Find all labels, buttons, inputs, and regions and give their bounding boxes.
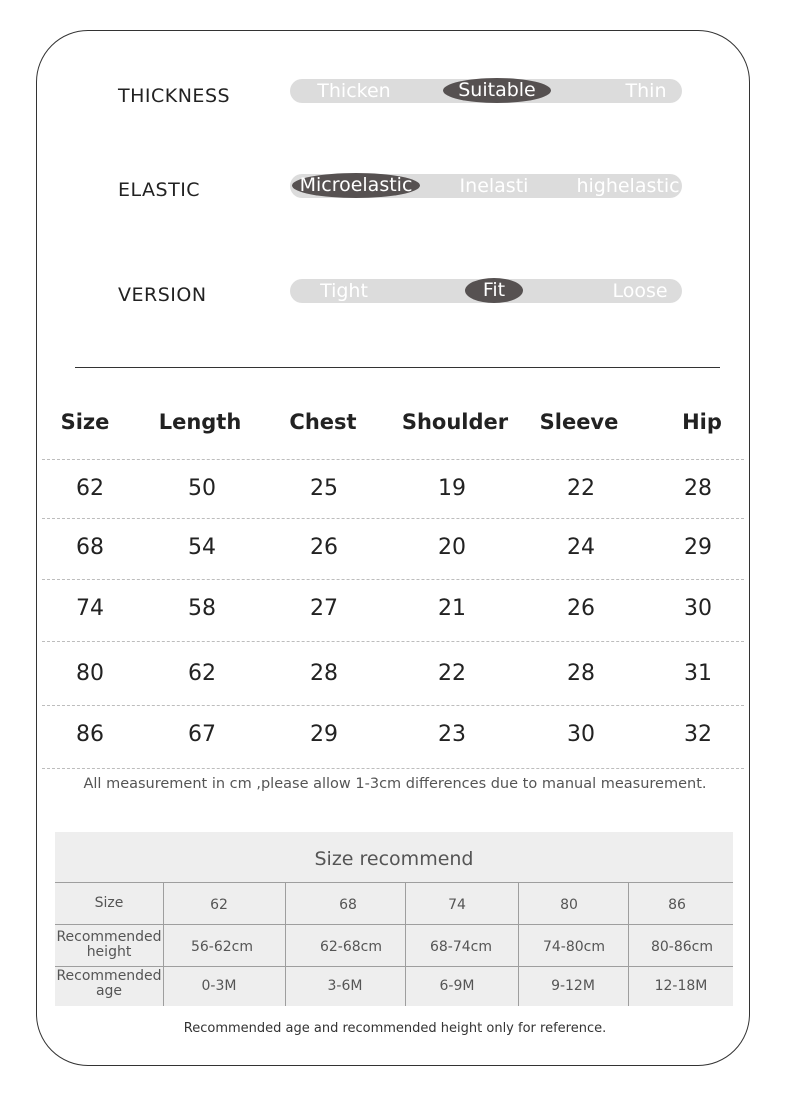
rec-size-cell: 68 xyxy=(339,897,357,913)
cell-length: 54 xyxy=(188,535,216,560)
measurement-note: All measurement in cm ,please allow 1-3cm differences due to manual measurement. xyxy=(83,776,707,792)
rec-label-age: Recommended age xyxy=(56,968,162,999)
table-row xyxy=(42,641,744,702)
header-hip: Hip xyxy=(682,410,722,434)
option-fit-selected: Fit xyxy=(465,278,523,303)
elastic-scale xyxy=(290,174,682,198)
table-row xyxy=(42,518,744,579)
cell-sleeve: 24 xyxy=(567,535,595,560)
rec-height-cell: 74-80cm xyxy=(542,939,606,955)
cell-length: 67 xyxy=(188,722,216,747)
rec-height-cell: 80-86cm xyxy=(650,939,714,955)
cell-size: 86 xyxy=(76,722,104,747)
section-divider xyxy=(75,367,720,368)
rec-height-cell: 68-74cm xyxy=(429,939,493,955)
table-bottom-border xyxy=(42,768,744,769)
header-shoulder: Shoulder xyxy=(401,410,509,434)
table-row xyxy=(42,579,744,640)
cell-hip: 32 xyxy=(684,722,712,747)
cell-shoulder: 23 xyxy=(438,722,466,747)
rec-age-cell: 9-12M xyxy=(551,978,595,994)
cell-length: 58 xyxy=(188,596,216,621)
rec-height-cell: 62-68cm xyxy=(319,939,383,955)
option-loose: Loose xyxy=(612,280,668,302)
option-highelastic: highelastic xyxy=(576,175,680,197)
rec-grid-line xyxy=(55,924,733,925)
option-inelasti: Inelasti xyxy=(459,175,529,197)
recommend-note: Recommended age and recommended height only for reference. xyxy=(183,1021,607,1036)
cell-size: 62 xyxy=(76,476,104,501)
version-scale xyxy=(290,279,682,303)
rec-size-cell: 80 xyxy=(560,897,578,913)
cell-size: 80 xyxy=(76,661,104,686)
option-suitable-selected: Suitable xyxy=(443,78,551,103)
cell-hip: 29 xyxy=(684,535,712,560)
cell-length: 50 xyxy=(188,476,216,501)
rec-grid-line xyxy=(55,966,733,967)
rec-age-cell: 6-9M xyxy=(439,978,475,994)
rec-grid-line xyxy=(518,882,519,1006)
option-thicken: Thicken xyxy=(317,80,391,102)
cell-hip: 28 xyxy=(684,476,712,501)
header-length: Length xyxy=(158,410,242,434)
cell-chest: 28 xyxy=(310,661,338,686)
cell-sleeve: 26 xyxy=(567,596,595,621)
cell-chest: 25 xyxy=(310,476,338,501)
rec-label-size: Size xyxy=(94,895,124,911)
header-sleeve: Sleeve xyxy=(539,410,619,434)
cell-sleeve: 22 xyxy=(567,476,595,501)
cell-length: 62 xyxy=(188,661,216,686)
option-microelastic-selected: Microelastic xyxy=(292,173,420,198)
rec-age-cell: 0-3M xyxy=(201,978,237,994)
size-table-header xyxy=(44,410,744,442)
rec-grid-line xyxy=(405,882,406,1006)
cell-shoulder: 19 xyxy=(438,476,466,501)
table-row xyxy=(42,705,744,766)
rec-age-cell: 3-6M xyxy=(327,978,363,994)
rec-size-cell: 86 xyxy=(668,897,686,913)
table-row xyxy=(42,459,744,520)
version-label: VERSION xyxy=(118,284,207,306)
size-recommend-table xyxy=(55,832,733,1006)
rec-size-cell: 74 xyxy=(448,897,466,913)
cell-chest: 27 xyxy=(310,596,338,621)
cell-hip: 30 xyxy=(684,596,712,621)
cell-size: 68 xyxy=(76,535,104,560)
rec-label-height: Recommended height xyxy=(56,929,162,960)
rec-height-cell: 56-62cm xyxy=(190,939,254,955)
cell-size: 74 xyxy=(76,596,104,621)
cell-shoulder: 21 xyxy=(438,596,466,621)
cell-shoulder: 20 xyxy=(438,535,466,560)
cell-hip: 31 xyxy=(684,661,712,686)
size-recommend-title: Size recommend xyxy=(314,848,474,870)
rec-age-cell: 12-18M xyxy=(654,978,708,994)
cell-sleeve: 30 xyxy=(567,722,595,747)
cell-sleeve: 28 xyxy=(567,661,595,686)
option-tight: Tight xyxy=(320,280,368,302)
rec-grid-line xyxy=(55,882,733,883)
header-chest: Chest xyxy=(289,410,357,434)
rec-size-cell: 62 xyxy=(210,897,228,913)
rec-grid-line xyxy=(285,882,286,1006)
cell-chest: 29 xyxy=(310,722,338,747)
cell-chest: 26 xyxy=(310,535,338,560)
rec-grid-line xyxy=(628,882,629,1006)
option-thin: Thin xyxy=(625,80,667,102)
header-size: Size xyxy=(60,410,110,434)
elastic-label: ELASTIC xyxy=(118,179,201,201)
rec-grid-line xyxy=(163,882,164,1006)
cell-shoulder: 22 xyxy=(438,661,466,686)
thickness-scale xyxy=(290,79,682,103)
thickness-label: THICKNESS xyxy=(118,85,231,107)
